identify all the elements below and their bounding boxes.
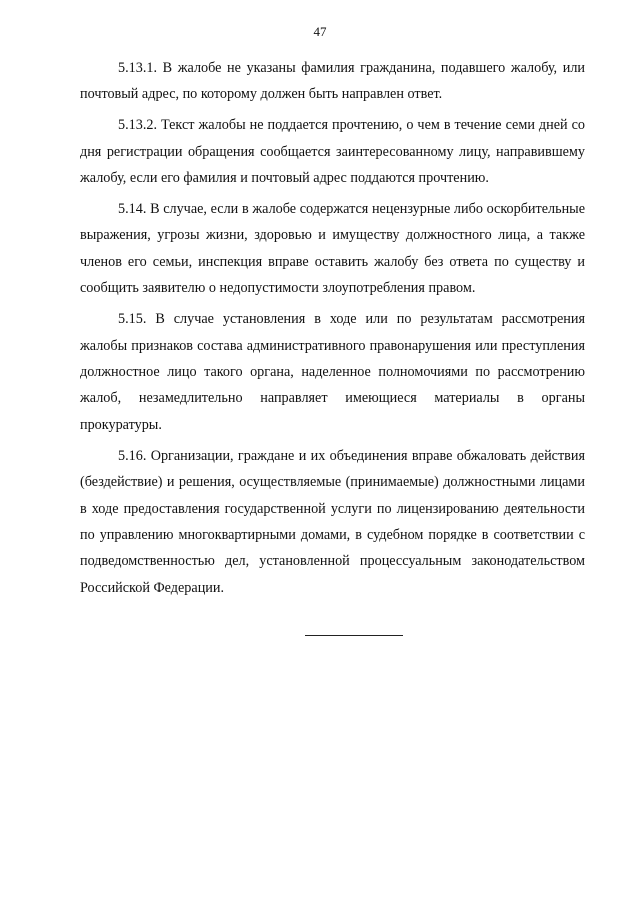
paragraph-5-13-2: 5.13.2. Текст жалобы не поддается прочтению, о чем в течение семи дней со дня регистрации обращения сообщается заинтересованному лицу, направившему жалобу, если его фамилия и почтовый адрес поддаются прочтению.: [80, 117, 585, 187]
paragraph-5-15: 5.15. В случае установления в ходе или по результатам рассмотрения жалобы признаков состава административного правонарушения или преступления должностное лицо такого органа, наделенное полномочиями по рассмотрению жалоб, незамедлительно направляет имеющиеся материалы в органы прокуратуры.: [80, 311, 585, 433]
page-number: 47: [313, 24, 327, 39]
document-body: [80, 55, 585, 606]
end-of-document-rule: [305, 635, 403, 636]
paragraph-5-16: 5.16. Организации, граждане и их объединения вправе обжаловать действия (бездействие) и решения, осуществляемые (принимаемые) должностными лицами в ходе предоставления государственной услуги по лицензированию деятельности по управлению многоквартирными домами, в судебном порядке в соответствии с подведомственностью дел, установленной процессуальным законодательством Российской Федерации.: [80, 447, 585, 596]
paragraph-5-13-1: 5.13.1. В жалобе не указаны фамилия гражданина, подавшего жалобу, или почтовый адрес, по которому должен быть направлен ответ.: [80, 60, 585, 103]
paragraph-5-14: 5.14. В случае, если в жалобе содержатся нецензурные либо оскорбительные выражения, угрозы жизни, здоровью и имуществу должностного лица, а также членов его семьи, инспекция вправе оставить жалобу без ответа по существу и сообщить заявителю о недопустимости злоупотребления правом.: [80, 201, 585, 297]
